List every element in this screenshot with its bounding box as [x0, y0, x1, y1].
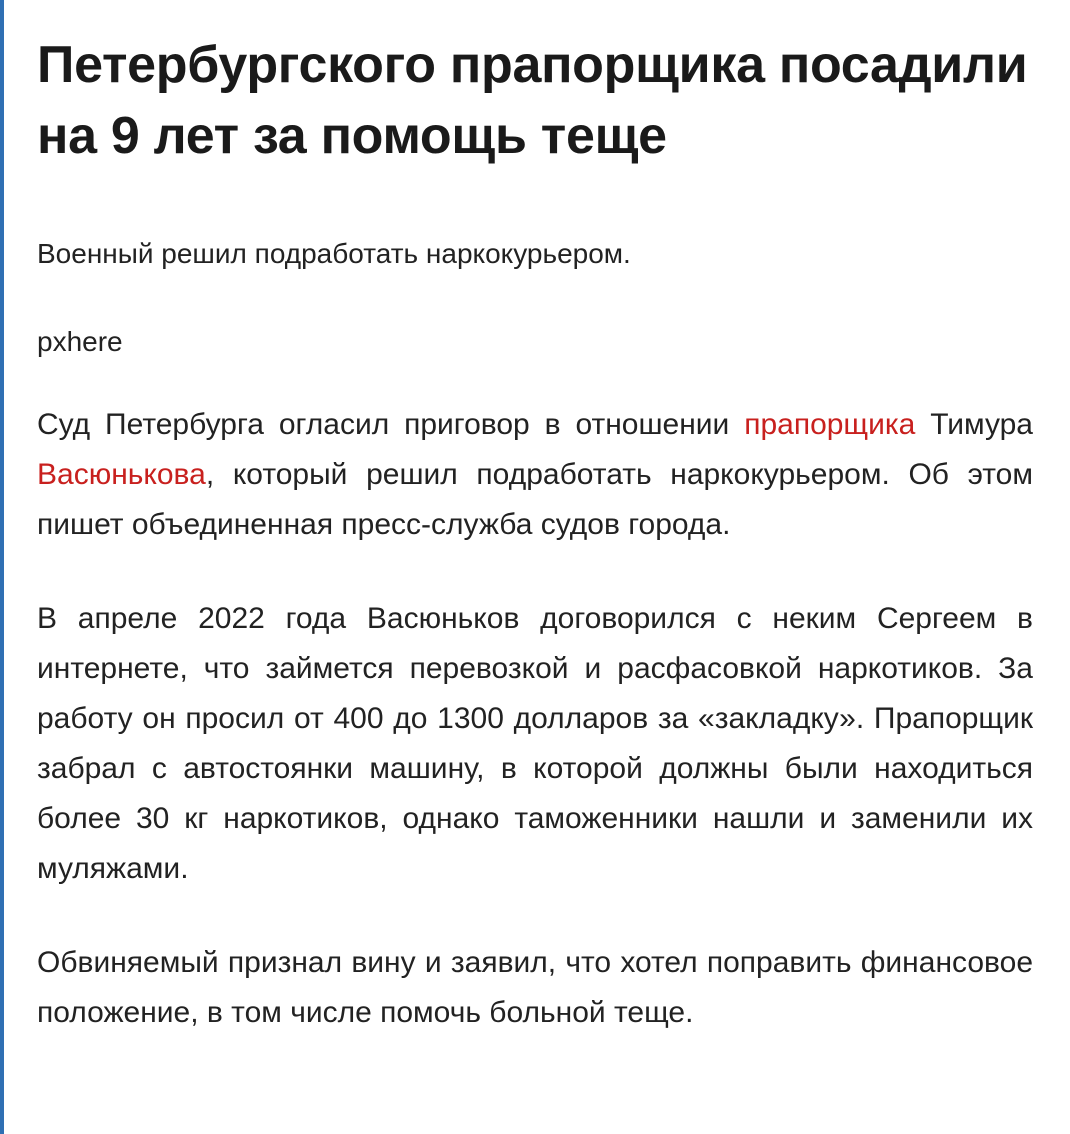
paragraph-1: [37, 400, 1033, 550]
paragraph-1-text-c: , который решил подработать наркокурьером. Об этом пишет объединенная пресс-служба судов города.: [37, 458, 1033, 541]
paragraph-2: В апреле 2022 года Васюньков договорился с неким Сергеем в интернете, что займется перевозкой и расфасовкой наркотиков. За работу он просил от 400 до 1300 долларов за «закладку». Прапорщик забрал с автостоянки машину, в которой должны были находиться более 30 кг наркотиков, однако таможенники нашли и заменили их муляжами.: [37, 602, 1033, 885]
link-vasyunkov[interactable]: Васюнькова: [37, 458, 206, 491]
article-headline: Петербургского прапорщика посадили на 9 лет за помощь теще: [37, 36, 1028, 165]
article-lead: Военный решил подработать наркокурьером.: [37, 238, 631, 269]
left-border-accent: [0, 0, 4, 1134]
paragraph-1-text-b: Тимура: [915, 408, 1033, 441]
photo-credit: pxhere: [37, 326, 123, 357]
link-praporshchik[interactable]: прапорщика: [744, 408, 916, 441]
paragraph-1-text-a: Суд Петербурга огласил приговор в отношении: [37, 408, 745, 441]
paragraph-3: Обвиняемый признал вину и заявил, что хотел поправить финансовое положение, в том числе помочь больной теще.: [37, 946, 1033, 1029]
article: [37, 30, 1033, 1038]
